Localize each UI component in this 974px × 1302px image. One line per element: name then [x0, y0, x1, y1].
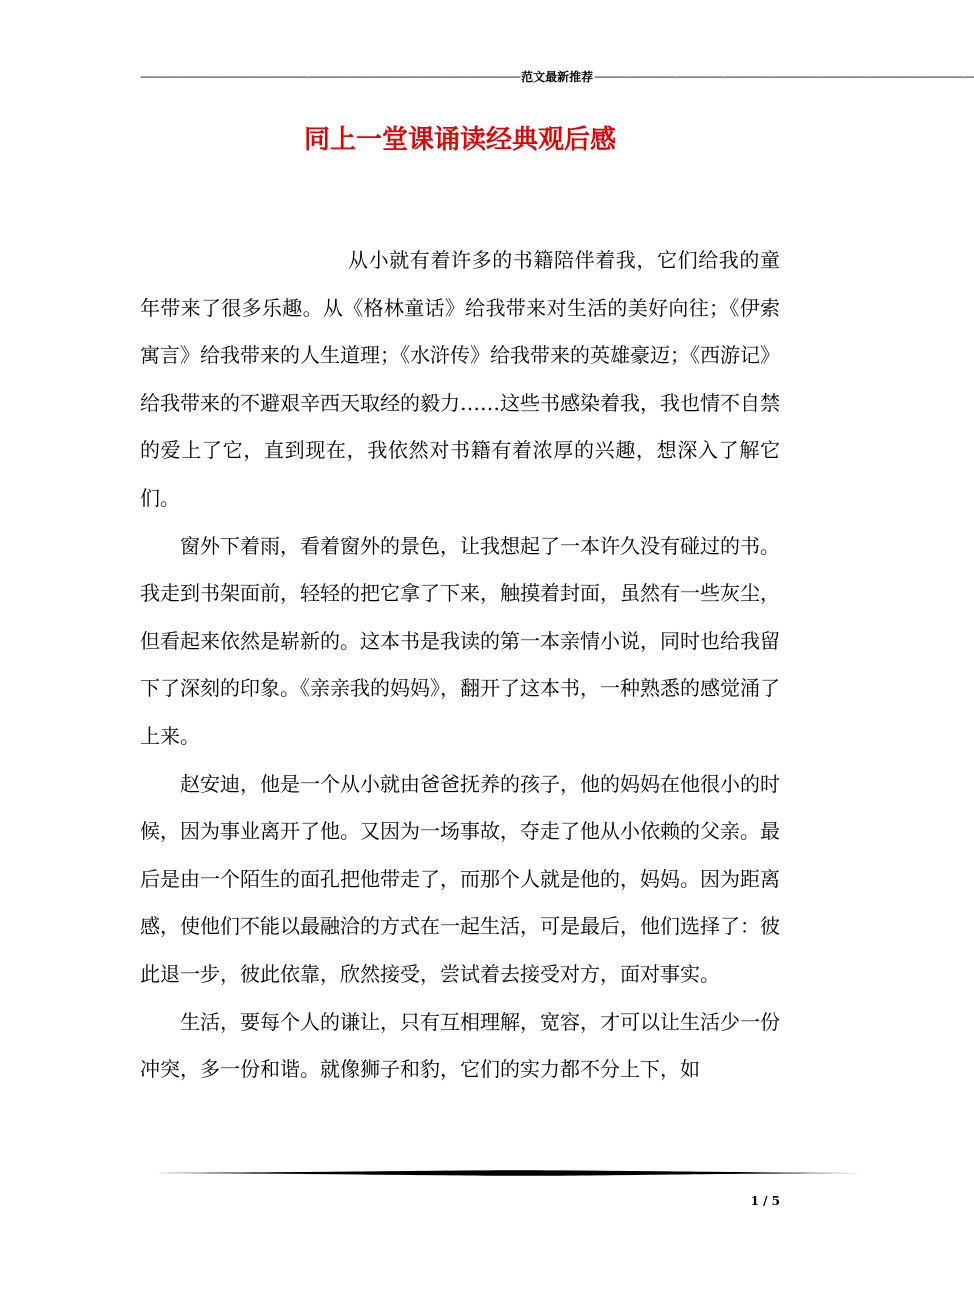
page-number: 1 / 5: [750, 1194, 780, 1208]
paragraph-4: 生活，要每个人的谦让，只有互相理解，宽容，才可以让生活少一份冲突，多一份和谐。就像狮子和豹，它们的实力都不分上下，如: [140, 1009, 780, 1082]
footer-rule: [140, 1168, 862, 1178]
page-header: [140, 68, 974, 86]
paragraph-1: 从小就有着许多的书籍陪伴着我，它们给我的童年带来了很多乐趣。从《格林童话》给我带来对生活的美好向往；《伊索寓言》给我带来的人生道理；《水浒传》给我带来的英雄豪迈；《西游记》给我带来的不避艰辛西天取经的毅力……这些书感染着我，我也情不自禁的爱上了它，直到现在，我依然对书籍有着浓厚的兴趣，想深入了解它们。: [140, 248, 780, 510]
header-dashes-left: --------------------------------------------------------------------------------------------------------------------------------: [140, 70, 521, 83]
document-body: [140, 237, 780, 1094]
paragraph-2: 窗外下着雨，看着窗外的景色，让我想起了一本许久没有碰过的书。我走到书架面前，轻轻的把它拿了下来，触摸着封面，虽然有一些灰尘，但看起来依然是崭新的。这本书是我读的第一本亲情小说，同时也给我留下了深刻的印象。《亲亲我的妈妈》，翻开了这本书，一种熟悉的感觉涌了上来。: [140, 533, 780, 748]
document-title: 同上一堂课诵读经典观后感: [303, 125, 616, 155]
header-dashes-right: --------------------------------------------------------------------------------------------------------------------------------: [594, 70, 974, 83]
paragraph-3: 赵安迪，他是一个从小就由爸爸抚养的孩子，他的妈妈在他很小的时候，因为事业离开了他。又因为一场事故，夺走了他从小依赖的父亲。最后是由一个陌生的面孔把他带走了，而那个人就是他的，妈妈。因为距离感，使他们不能以最融洽的方式在一起生活，可是最后，他们选择了：彼此退一步，彼此依靠，欣然接受，尝试着去接受对方，面对事实。: [140, 771, 780, 986]
header-label: 范文最新推荐: [521, 70, 594, 84]
